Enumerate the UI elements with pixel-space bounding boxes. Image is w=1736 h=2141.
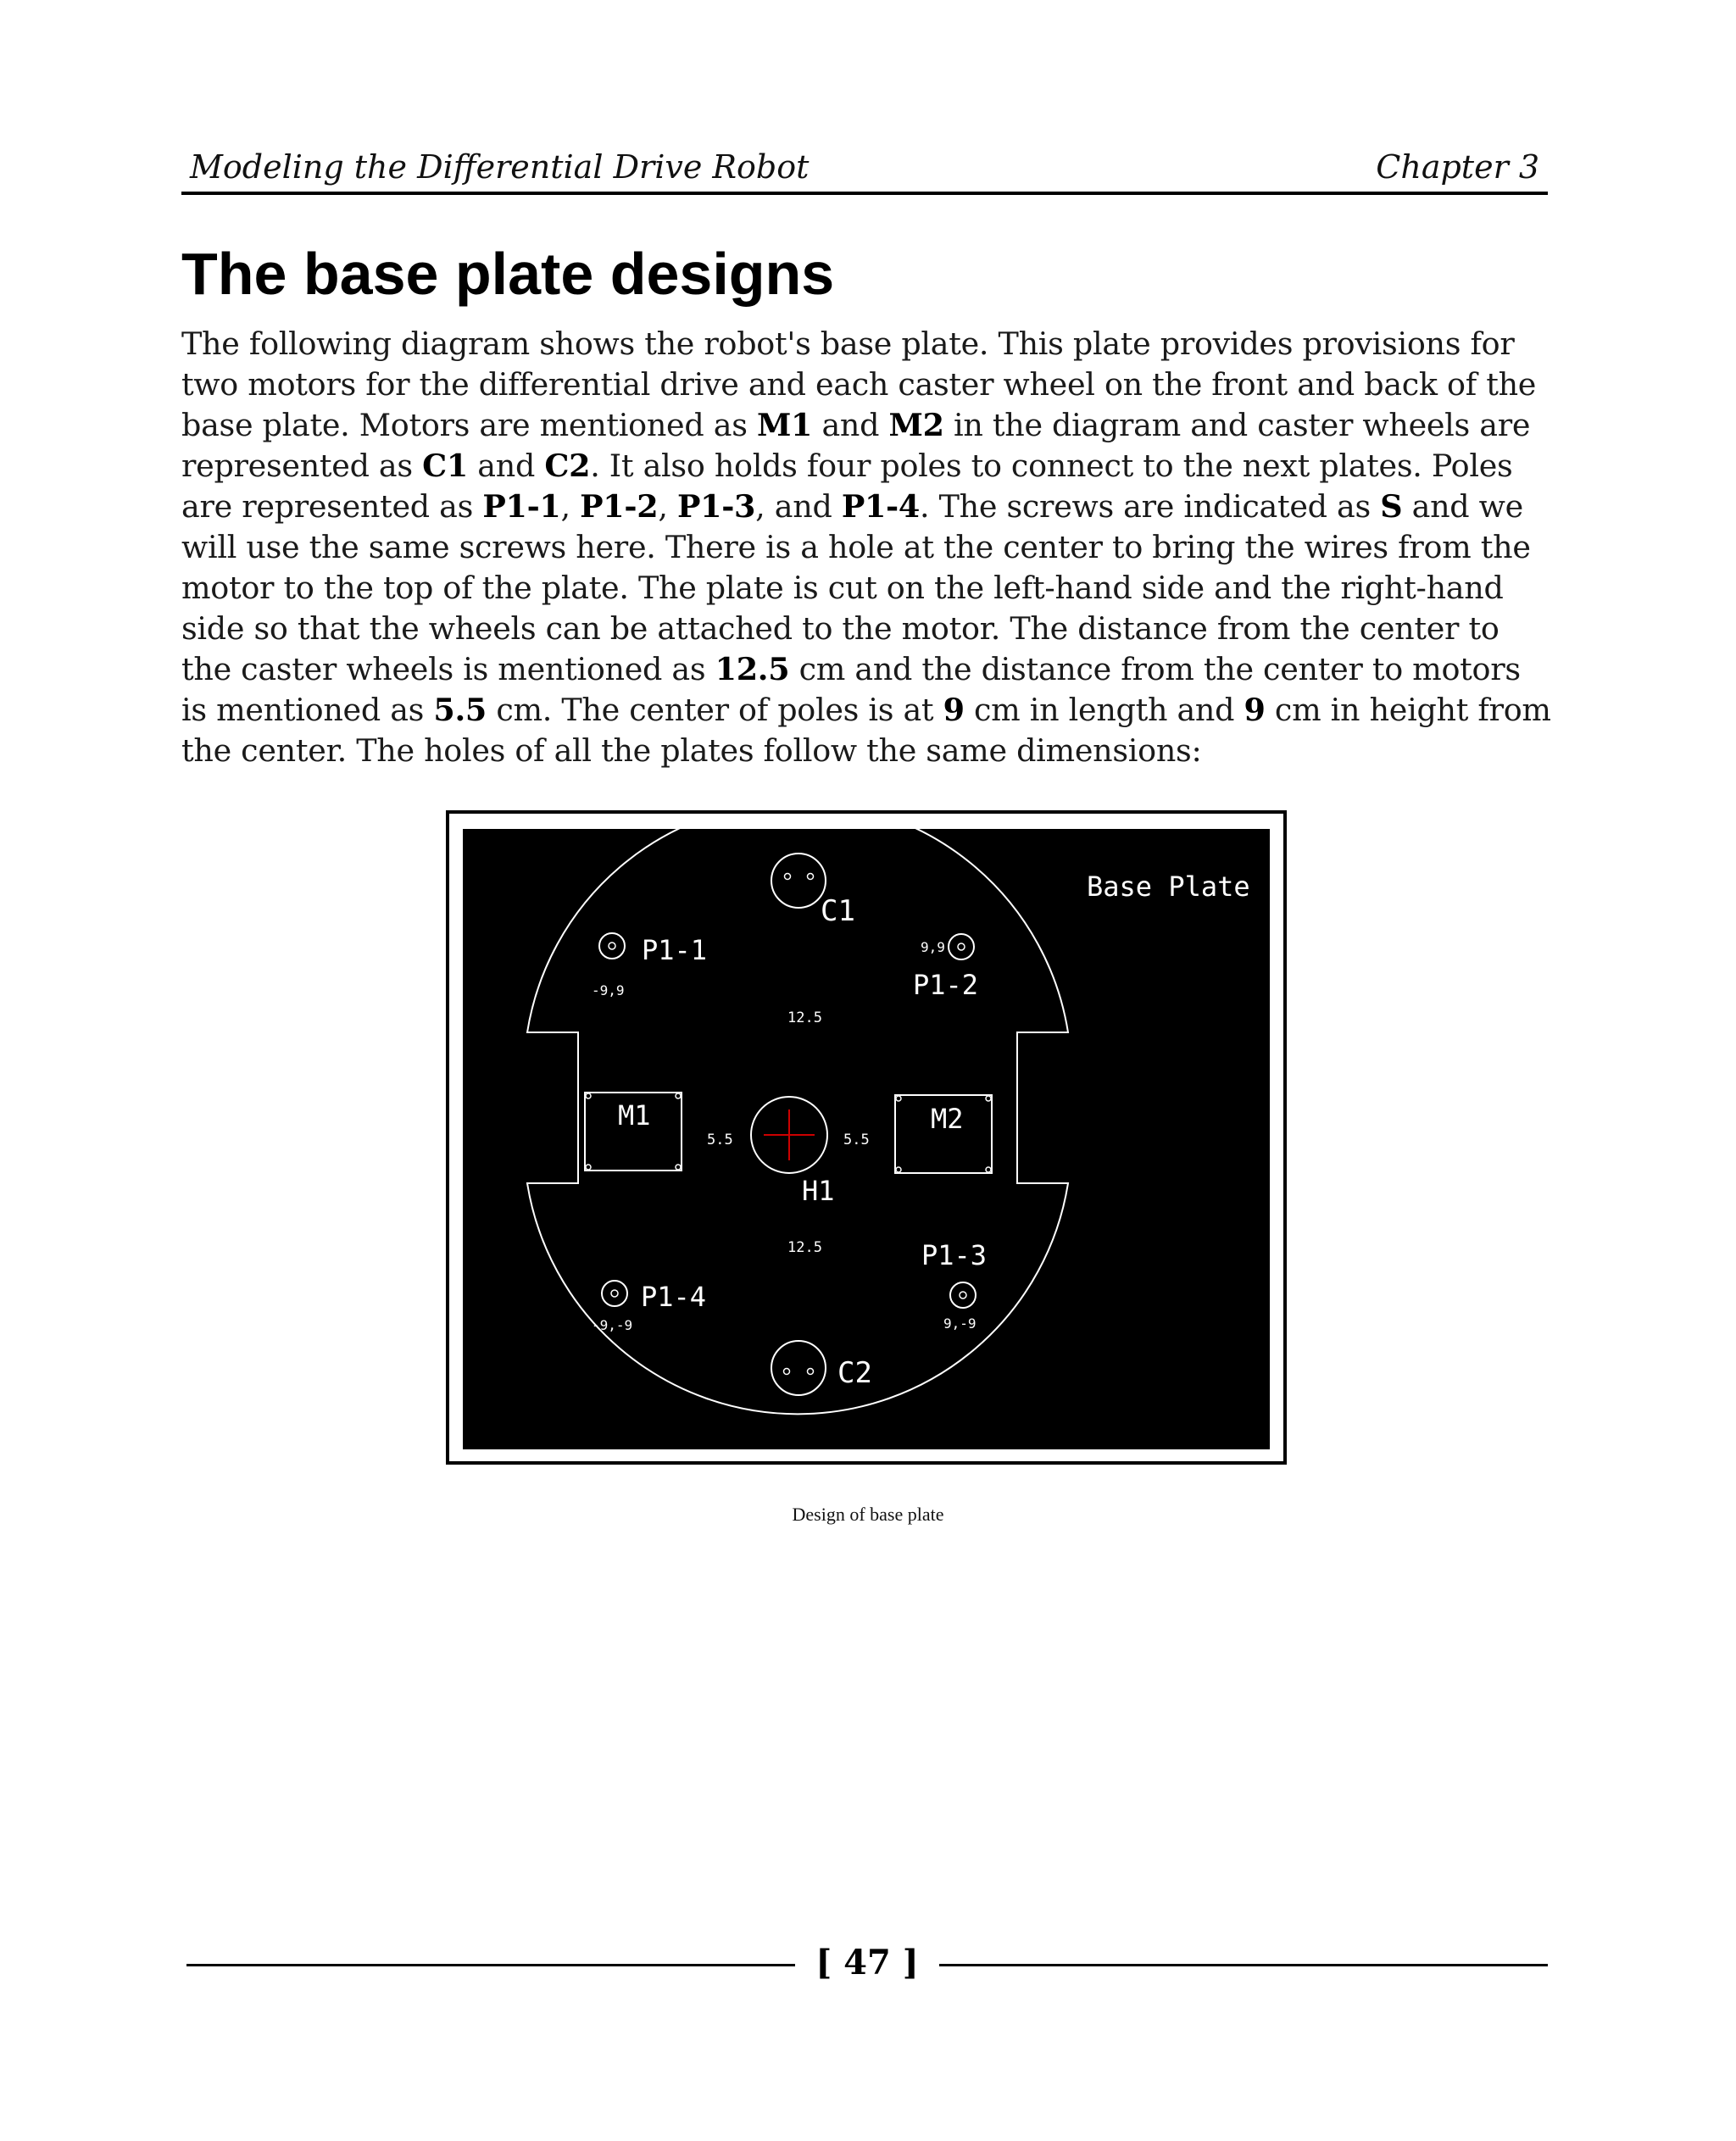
text-run: cm in height from the center. The holes of all the plates follow the same dimensions: bbox=[181, 692, 1551, 769]
text-run: cm. The center of poles is at bbox=[487, 692, 943, 728]
label-p1-1: P1-1 bbox=[642, 934, 708, 966]
label-c1: C1 bbox=[821, 894, 855, 928]
text-run: cm in length and bbox=[964, 692, 1244, 728]
label-c2: C2 bbox=[837, 1356, 872, 1390]
text-run: The following diagram shows the robot's base plate. This plate provides provisions for two motors for the differential drive and each caster wheel on the front and back of the base plate. Motors are mentioned as bbox=[181, 325, 1537, 443]
figure-caption: Design of base plate bbox=[792, 1504, 944, 1525]
label-p1-2: P1-2 bbox=[913, 969, 979, 1001]
label-h1: H1 bbox=[802, 1175, 835, 1207]
dist-bottom: 12.5 bbox=[787, 1239, 822, 1256]
chapter-title: Modeling the Differential Drive Robot bbox=[190, 148, 810, 186]
bold-term: C2 bbox=[544, 448, 591, 484]
bold-term: M2 bbox=[888, 407, 944, 443]
bold-term: 5.5 bbox=[433, 692, 487, 728]
figure-frame bbox=[446, 810, 1287, 1465]
chapter-label: Chapter 3 bbox=[1376, 148, 1539, 186]
coord-p1-4: -9,-9 bbox=[592, 1317, 633, 1333]
label-m1: M1 bbox=[618, 1099, 651, 1132]
coord-p1-1: -9,9 bbox=[592, 982, 625, 998]
diagram-title: Base Plate bbox=[1087, 870, 1250, 903]
base-plate-diagram bbox=[463, 829, 1270, 1449]
dist-left: 5.5 bbox=[707, 1132, 733, 1148]
bold-term: C1 bbox=[422, 448, 468, 484]
text-run: in the diagram and caster wheels are represented as bbox=[181, 407, 1531, 484]
bold-term: P1-2 bbox=[580, 488, 659, 525]
bold-term: P1-1 bbox=[482, 488, 561, 525]
coord-p1-2: 9,9 bbox=[921, 939, 945, 955]
page-number: [ 47 ] bbox=[815, 1943, 919, 1983]
text-run: . The screws are indicated as bbox=[920, 488, 1381, 525]
footer-rule-left bbox=[186, 1964, 795, 1966]
dist-top: 12.5 bbox=[787, 1009, 822, 1026]
bold-term: M1 bbox=[756, 407, 813, 443]
label-m2: M2 bbox=[931, 1103, 964, 1135]
text-run: , bbox=[560, 488, 581, 525]
running-head bbox=[181, 144, 1548, 195]
label-p1-4: P1-4 bbox=[641, 1281, 707, 1313]
bold-term: 12.5 bbox=[715, 651, 790, 687]
text-run: cm and the distance from the center to motors is mentioned as bbox=[181, 651, 1521, 728]
bold-term: 9 bbox=[943, 692, 965, 728]
text-run: , and bbox=[755, 488, 842, 525]
label-p1-3: P1-3 bbox=[921, 1239, 988, 1271]
text-run: and bbox=[812, 407, 889, 443]
coord-p1-3: 9,-9 bbox=[943, 1315, 976, 1332]
body-paragraph bbox=[181, 324, 1555, 771]
bold-term: 9 bbox=[1244, 692, 1266, 728]
text-run: , bbox=[658, 488, 677, 525]
dist-right: 5.5 bbox=[843, 1132, 870, 1148]
footer-rule-right bbox=[939, 1964, 1548, 1966]
bold-term: P1-3 bbox=[676, 488, 756, 525]
bold-term: S bbox=[1380, 488, 1403, 525]
text-run: and bbox=[468, 448, 545, 484]
section-title: The base plate designs bbox=[181, 241, 835, 307]
text-run: . It also holds four poles to connect to the next plates. Poles are represented as bbox=[181, 448, 1513, 525]
bold-term: P1-4 bbox=[841, 488, 921, 525]
text-run: and we will use the same screws here. There is a hole at the center to bring the wires from the motor to the top of the plate. The plate is cut on the left-hand side and the right-hand side so that the wheels can be attached to the motor. The distance from the center to the caster wheels is mentioned as bbox=[181, 488, 1531, 687]
